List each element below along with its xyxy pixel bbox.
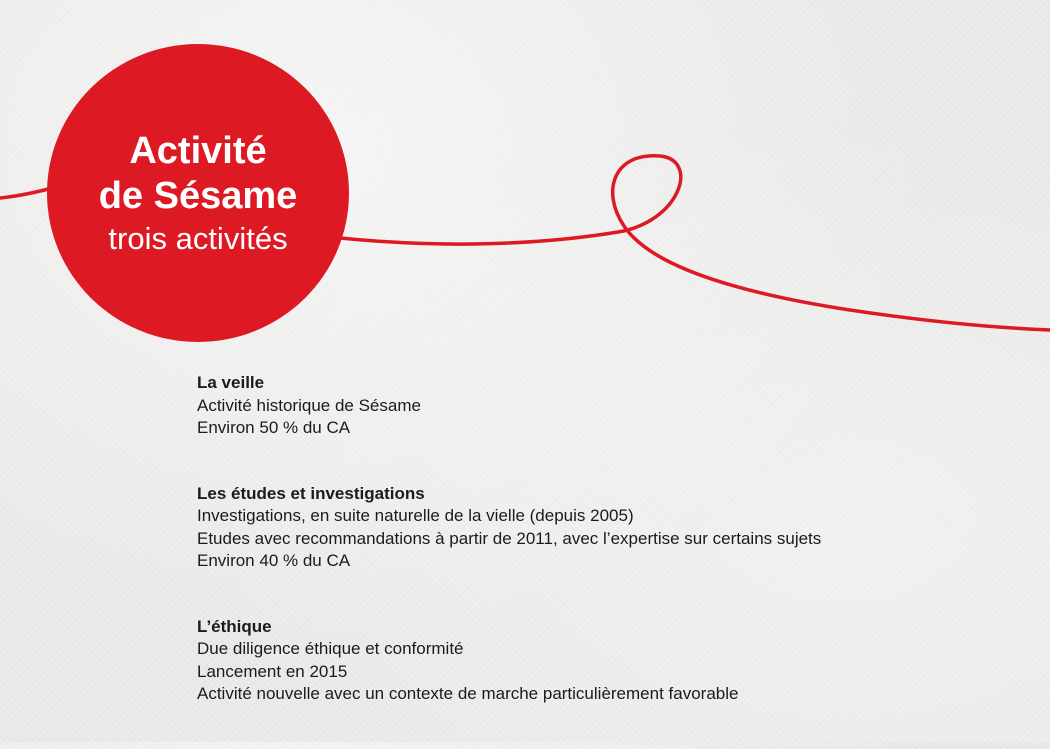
section-etudes-investigations bbox=[197, 483, 821, 573]
section-heading: Les études et investigations bbox=[197, 483, 425, 503]
title-badge bbox=[47, 44, 349, 342]
section-line: Environ 40 % du CA bbox=[197, 551, 351, 570]
section-line: Environ 50 % du CA bbox=[197, 418, 351, 437]
section-line: Lancement en 2015 bbox=[197, 661, 348, 681]
section-line: Activité historique de Sésame bbox=[197, 395, 421, 415]
red-thread-right bbox=[340, 156, 1050, 330]
badge-title-line-2: de Sésame bbox=[98, 175, 298, 217]
badge-subtitle: trois activités bbox=[108, 221, 288, 256]
section-line: Activité nouvelle avec un contexte de marche particulièrement favorable bbox=[197, 684, 739, 703]
section-line: Investigations, en suite naturelle de la vielle (depuis 2005) bbox=[197, 506, 634, 525]
section-ethique bbox=[197, 616, 821, 706]
section-line: Due diligence éthique et conformité bbox=[197, 639, 464, 658]
badge-title-line-1: Activité bbox=[129, 130, 267, 172]
activities-list bbox=[197, 372, 821, 749]
section-veille bbox=[197, 372, 821, 440]
section-line: Etudes avec recommandations à partir de 2011, avec l’expertise sur certains sujets bbox=[197, 528, 822, 548]
section-heading: L’éthique bbox=[197, 616, 272, 636]
section-heading: La veille bbox=[197, 373, 265, 392]
